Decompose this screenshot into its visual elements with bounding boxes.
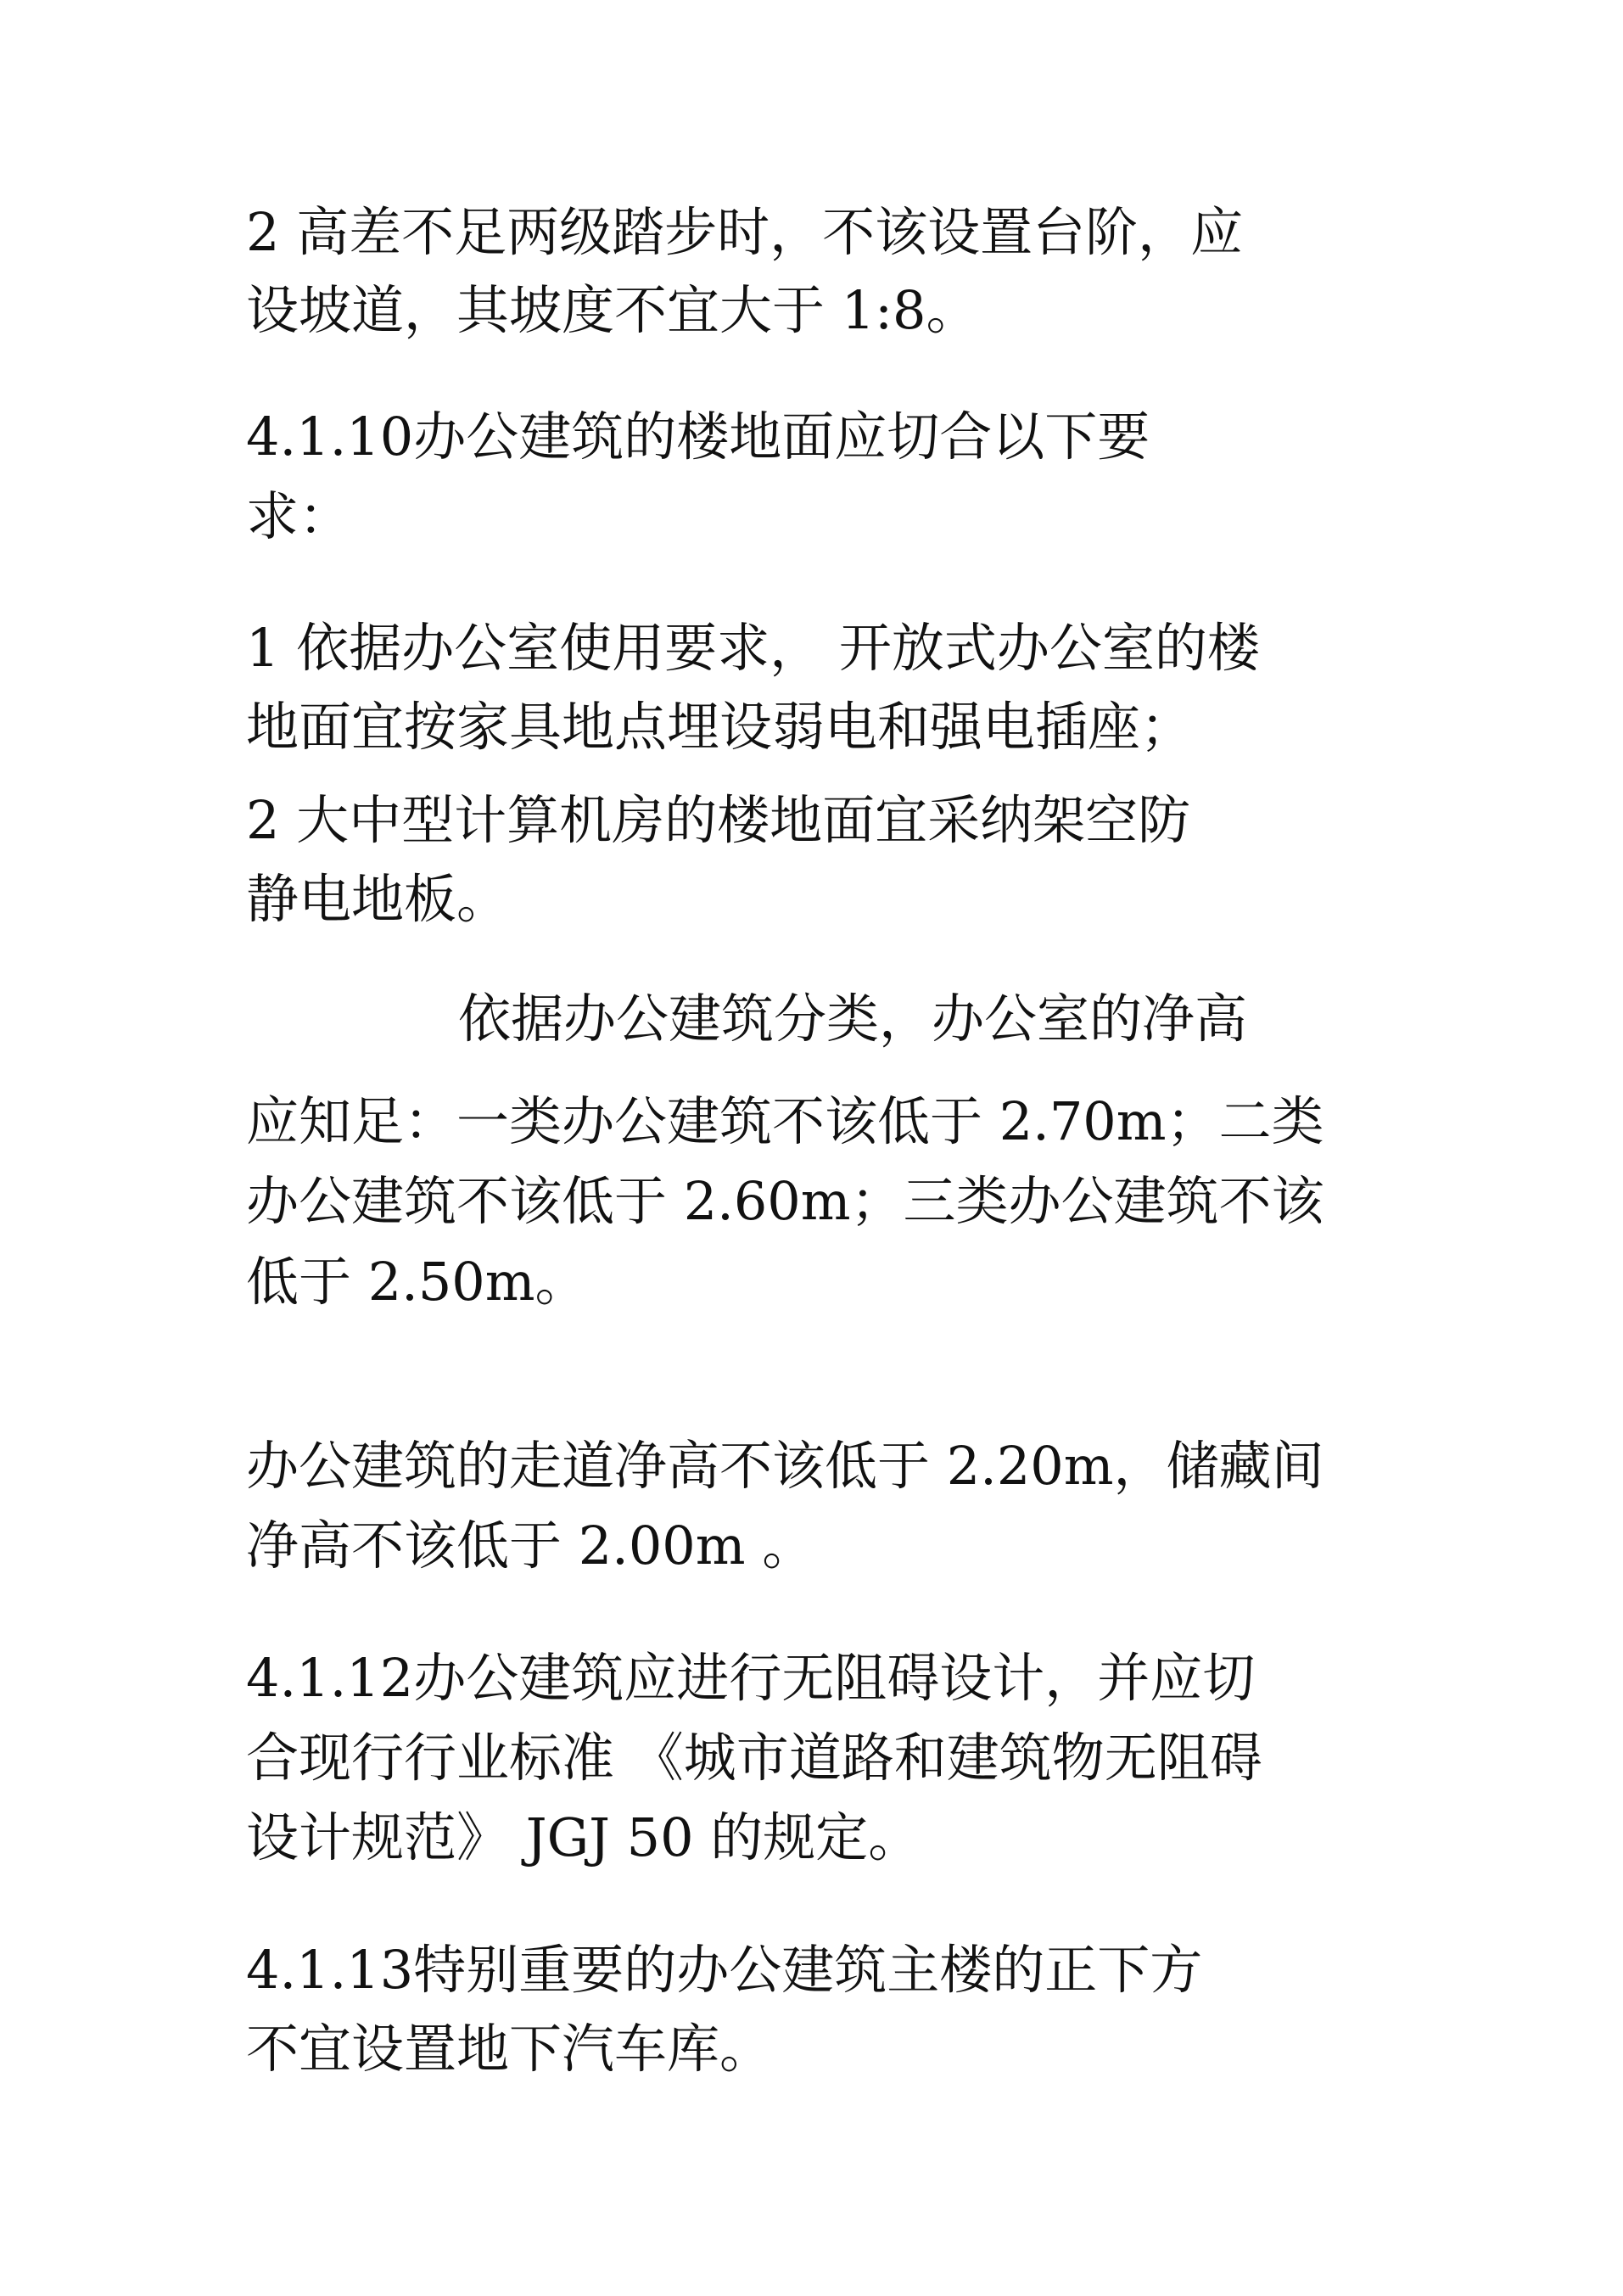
text-line: 净高不该低于 2.00m 。	[246, 1515, 815, 1576]
text-line: 依据办公建筑分类，办公室的净高	[458, 988, 1248, 1050]
text-line: 静电地板。	[246, 868, 510, 930]
text-line: 地面宜按家具地点埋设弱电和强电插座；	[246, 696, 1194, 758]
text-line: 应知足：一类办公建筑不该低于 2.70m；二类	[246, 1090, 1324, 1152]
text-line: 办公建筑不该低于 2.60m；三类办公建筑不该	[246, 1170, 1324, 1232]
section-heading-4-1-13: 4.1.13特别重要的办公建筑主楼的正下方	[246, 1939, 1203, 2001]
text-line: 设计规范》 JGJ 50 的规定。	[246, 1806, 921, 1868]
text-line: 2 大中型计算机房的楼地面宜采纳架空防	[246, 789, 1191, 851]
text-line: 合现行行业标准 《城市道路和建筑物无阻碍	[246, 1727, 1262, 1789]
text-line: 不宜设置地下汽车库。	[246, 2018, 773, 2080]
section-heading-4-1-12: 4.1.12办公建筑应进行无阻碍设计，并应切	[246, 1647, 1256, 1709]
text-line: 办公建筑的走道净高不该低于 2.20m，储藏间	[246, 1435, 1324, 1497]
text-line: 2 高差不足两级踏步时，不该设置台阶，应	[246, 201, 1244, 263]
section-heading-4-1-10: 4.1.10办公建筑的楼地面应切合以下要	[246, 406, 1150, 468]
text-line: 低于 2.50m。	[246, 1251, 588, 1313]
text-line: 设坡道，其坡度不宜大于 1:8。	[246, 279, 979, 341]
text-line: 求：	[246, 485, 352, 547]
text-line: 1 依据办公室使用要求， 开放式办公室的楼	[246, 617, 1260, 679]
